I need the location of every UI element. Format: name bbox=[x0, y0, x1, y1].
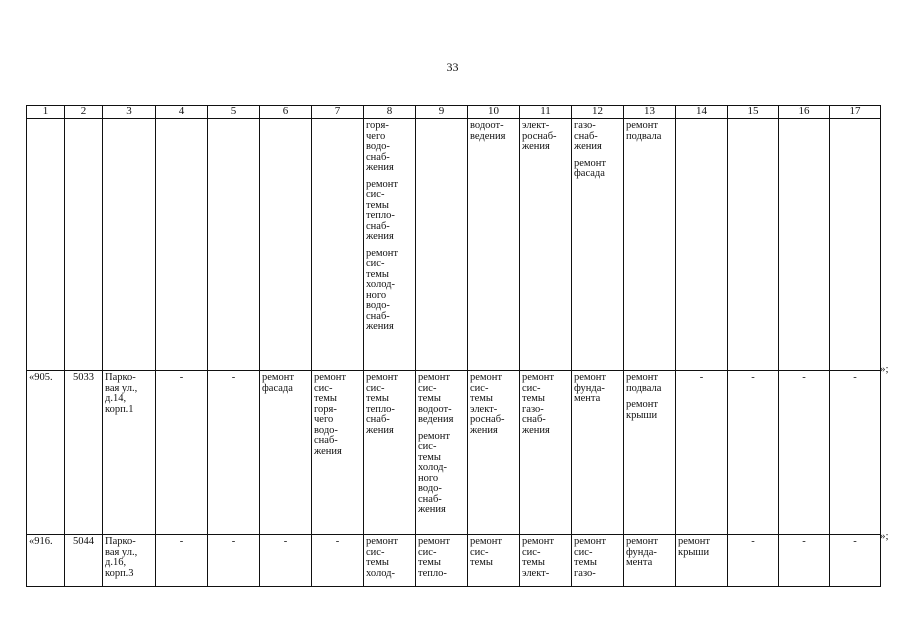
cell-text: - bbox=[231, 372, 236, 383]
column-header: 4 bbox=[156, 106, 208, 119]
column-header: 12 bbox=[572, 106, 624, 119]
table-cell bbox=[520, 119, 572, 371]
table-cell bbox=[156, 535, 208, 587]
table-cell bbox=[468, 119, 520, 371]
column-header: 9 bbox=[416, 106, 468, 119]
column-header: 14 bbox=[676, 106, 728, 119]
cell-text: - bbox=[802, 536, 806, 547]
cell-text: 5044 bbox=[73, 536, 94, 547]
table-cell bbox=[572, 535, 624, 587]
cell-text: - bbox=[853, 536, 857, 547]
column-header: 15 bbox=[728, 106, 779, 119]
cell-text: ремонт сис- темы горя- чего водо- снаб- жения bbox=[314, 372, 347, 457]
table-cell bbox=[208, 535, 260, 587]
table-cell bbox=[572, 119, 624, 371]
table-cell bbox=[830, 535, 881, 587]
cell-text: «905. bbox=[29, 372, 53, 383]
column-header: 5 bbox=[208, 106, 260, 119]
table-cell bbox=[208, 371, 260, 535]
table-cell bbox=[260, 119, 312, 371]
table-cell bbox=[779, 535, 830, 587]
table-row bbox=[27, 371, 881, 535]
table-cell bbox=[312, 119, 364, 371]
cell-text: ремонт сис- темы водоот- ведения bbox=[418, 372, 454, 425]
cell-text: ремонт крыши bbox=[626, 399, 659, 421]
table-cell bbox=[468, 535, 520, 587]
table-cell bbox=[260, 535, 312, 587]
table-cell bbox=[728, 535, 779, 587]
cell-text: элект- роснаб- жения bbox=[522, 120, 557, 152]
column-header: 1 bbox=[27, 106, 65, 119]
table-cell bbox=[779, 119, 830, 371]
cell-text: ремонт фасада bbox=[574, 157, 607, 179]
table-cell bbox=[520, 371, 572, 535]
cell-text: ремонт сис- темы холод- ного водо- снаб- жения bbox=[366, 247, 399, 332]
data-table bbox=[26, 105, 881, 587]
cell-text: - bbox=[853, 372, 857, 383]
row-closing-quote: »; bbox=[880, 530, 889, 542]
table-cell bbox=[103, 535, 156, 587]
table-row bbox=[27, 119, 881, 371]
cell-text: ремонт сис- темы тепло- bbox=[418, 536, 451, 579]
cell-text: ремонт подвала bbox=[626, 372, 662, 394]
table-cell bbox=[779, 371, 830, 535]
cell-text: газо- снаб- жения bbox=[574, 120, 602, 152]
table-cell bbox=[103, 119, 156, 371]
cell-text: горя- чего водо- снаб- жения bbox=[366, 120, 394, 173]
cell-text: ремонт фасада bbox=[262, 372, 295, 394]
table-cell bbox=[27, 119, 65, 371]
cell-text: водоот- ведения bbox=[470, 120, 506, 142]
table-cell bbox=[364, 535, 416, 587]
table-cell bbox=[65, 535, 103, 587]
table-cell bbox=[312, 371, 364, 535]
table-cell bbox=[728, 371, 779, 535]
cell-text: ремонт сис- темы тепло- снаб- жения bbox=[366, 372, 399, 436]
table-cell bbox=[520, 535, 572, 587]
cell-text: Парко- вая ул., д.16, корп.3 bbox=[105, 536, 138, 579]
cell-text: ремонт фунда- мента bbox=[574, 372, 607, 404]
table-cell bbox=[364, 119, 416, 371]
table-cell bbox=[468, 371, 520, 535]
cell-text: ремонт сис- темы тепло- снаб- жения bbox=[366, 178, 399, 242]
cell-text: - bbox=[751, 372, 755, 383]
cell-text: ремонт подвала bbox=[626, 120, 662, 142]
table-cell bbox=[676, 535, 728, 587]
cell-text: - bbox=[231, 536, 236, 547]
cell-text: - bbox=[335, 536, 340, 547]
table-cell bbox=[830, 371, 881, 535]
table-cell bbox=[416, 119, 468, 371]
column-header: 3 bbox=[103, 106, 156, 119]
cell-text: - bbox=[283, 536, 288, 547]
column-header: 7 bbox=[312, 106, 364, 119]
cell-text: ремонт сис- темы газо- bbox=[574, 536, 607, 579]
table-cell bbox=[156, 119, 208, 371]
table-cell bbox=[103, 371, 156, 535]
table-cell bbox=[624, 119, 676, 371]
cell-text: - bbox=[751, 536, 755, 547]
page-number: 33 bbox=[446, 60, 459, 74]
column-header: 16 bbox=[779, 106, 830, 119]
column-header: 13 bbox=[624, 106, 676, 119]
table-cell bbox=[830, 119, 881, 371]
table-cell bbox=[676, 119, 728, 371]
table-cell bbox=[624, 535, 676, 587]
column-header: 2 bbox=[65, 106, 103, 119]
cell-text: ремонт сис- темы холод- bbox=[366, 536, 399, 579]
cell-text: - bbox=[179, 536, 184, 547]
column-header: 17 bbox=[830, 106, 881, 119]
column-header: 10 bbox=[468, 106, 520, 119]
column-header: 8 bbox=[364, 106, 416, 119]
cell-text: 5033 bbox=[73, 372, 94, 383]
table-cell bbox=[27, 371, 65, 535]
cell-text: - bbox=[699, 372, 704, 383]
cell-text: ремонт сис- темы элект- bbox=[522, 536, 555, 579]
cell-text: ремонт сис- темы газо- снаб- жения bbox=[522, 372, 555, 436]
header-row bbox=[27, 106, 881, 119]
table-cell bbox=[65, 119, 103, 371]
cell-text: «916. bbox=[29, 536, 53, 547]
table-cell bbox=[728, 119, 779, 371]
cell-text: ремонт сис- темы bbox=[470, 536, 503, 568]
column-header: 11 bbox=[520, 106, 572, 119]
cell-text: - bbox=[802, 372, 806, 383]
table-cell bbox=[65, 371, 103, 535]
cell-text: ремонт сис- темы элект- роснаб- жения bbox=[470, 372, 505, 436]
table-cell bbox=[364, 371, 416, 535]
cell-text: ремонт крыши bbox=[678, 536, 711, 558]
column-header: 6 bbox=[260, 106, 312, 119]
table-cell bbox=[416, 535, 468, 587]
cell-text: - bbox=[179, 372, 184, 383]
table-cell bbox=[572, 371, 624, 535]
table-cell bbox=[312, 535, 364, 587]
table-cell bbox=[676, 371, 728, 535]
table-cell bbox=[27, 535, 65, 587]
table-cell bbox=[260, 371, 312, 535]
cell-text: Парко- вая ул., д.14, корп.1 bbox=[105, 372, 138, 415]
row-closing-quote: »; bbox=[880, 363, 889, 375]
table-row bbox=[27, 535, 881, 587]
cell-text: ремонт фунда- мента bbox=[626, 536, 659, 568]
table-cell bbox=[416, 371, 468, 535]
cell-text: ремонт сис- темы холод- ного водо- снаб- жения bbox=[418, 430, 451, 515]
table-cell bbox=[208, 119, 260, 371]
table-cell bbox=[156, 371, 208, 535]
table-cell bbox=[624, 371, 676, 535]
